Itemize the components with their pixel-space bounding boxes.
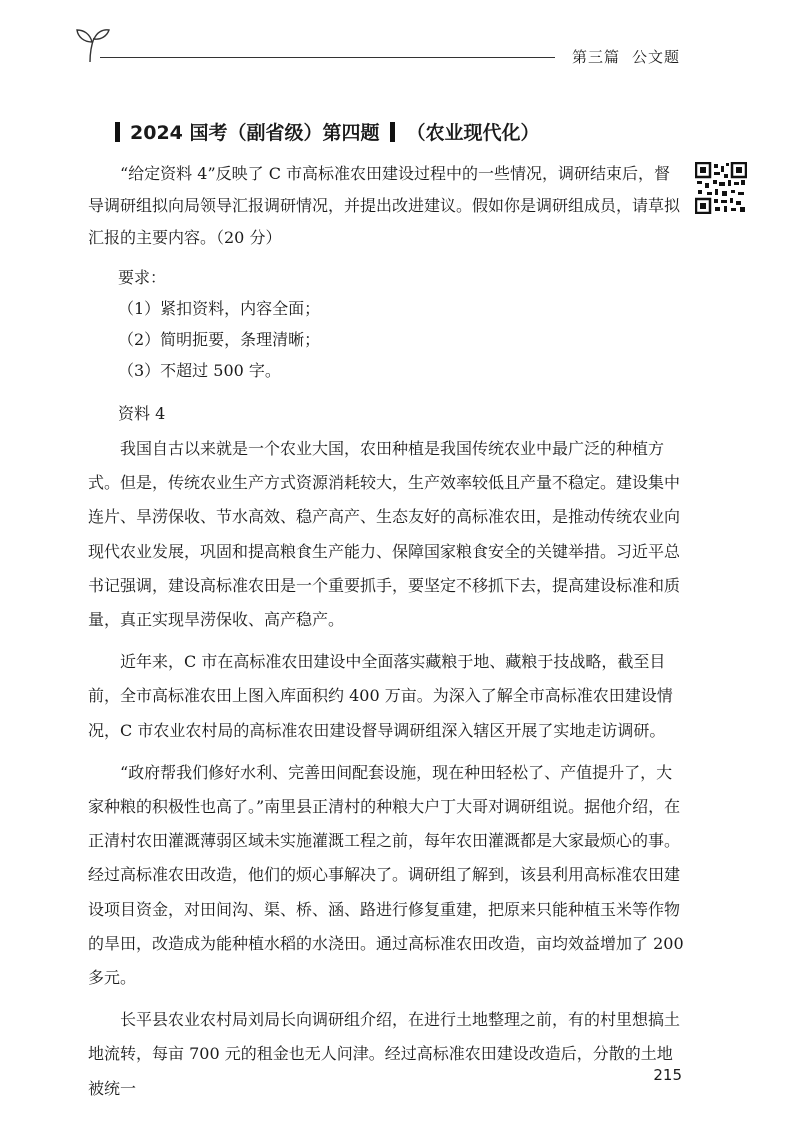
header-category: 公文题 [631,48,680,66]
question-title-tag: （农业现代化） [406,122,540,144]
title-bar-marker [115,122,120,142]
requirement-item: （3）不超过 500 字。 [118,361,281,380]
question-title [115,118,540,145]
requirement-item: （2）简明扼要，条理清晰； [118,330,321,349]
qr-code-icon [695,162,747,214]
page-number: 215 [653,1066,682,1084]
requirements-label: 要求： [118,268,167,287]
header-section: 第三篇 [571,48,620,66]
sprout-icon [70,24,112,64]
title-bar-marker [390,122,395,142]
material-paragraph: “政府帮我们修好水利、完善田间配套设施，现在种田轻松了、产值提升了，大家种粮的积极性也高了。”南里县正清村的种粮大户丁大哥对调研组说。据他介绍，在正清村农田灌溉薄弱区域未实施灌溉工程之前，每年农田灌溉都是大家最烦心的事。经过高标准农田改造，他们的烦心事解决了。调研组了解到，该县利用高标准农田建设项目资金，对田间沟、渠、桥、涵、路进行修复重建，把原来只能种植玉米等作物的旱田，改造成为能种植水稻的水浇田。通过高标准农田改造，亩均效益增加了 200 多元。 [88,762,684,988]
requirements [118,262,718,386]
header-text [560,46,680,67]
page-header [0,0,800,80]
material-body [88,432,688,1114]
requirement-item: （1）紧扣资料，内容全面； [118,299,321,318]
material-paragraph: 我国自古以来就是一个农业大国，农田种植是我国传统农业中最广泛的种植方式。但是，传统农业生产方式资源消耗较大，生产效率较低且产量不稳定。建设集中连片、旱涝保收、节水高效、稳产高产、生态友好的高标准农田，是推动传统农业向现代农业发展，巩固和提高粮食生产能力、保障国家粮食安全的关键举措。习近平总书记强调，建设高标准农田是一个重要抓手，要坚定不移抓下去，提高建设标准和质量，真正实现旱涝保收、高产稳产。 [88,439,681,630]
header-rule [100,57,555,58]
material-paragraph: 长平县农业农村局刘局长向调研组介绍，在进行土地整理之前，有的村里想搞土地流转，每亩 700 元的租金也无人问津。经过高标准农田建设改造后，分散的土地被统一 [88,1010,681,1098]
question-title-main: 2024 国考（副省级）第四题 [130,122,380,144]
question-prompt: “给定资料 4”反映了 C 市高标准农田建设过程中的一些情况，调研结束后，督导调研组拟向局领导汇报调研情况，并提出改进建议。假如你是调研组成员，请草拟汇报的主要内容。（20 分） [88,164,681,247]
material-label: 资料 4 [118,404,166,423]
material-paragraph: 近年来，C 市在高标准农田建设中全面落实藏粮于地、藏粮于技战略，截至目前，全市高标准农田上图入库面积约 400 万亩。为深入了解全市高标准农田建设情况，C 市农业农村局的高标准农田建设督导调研组深入辖区开展了实地走访调研。 [88,652,673,740]
